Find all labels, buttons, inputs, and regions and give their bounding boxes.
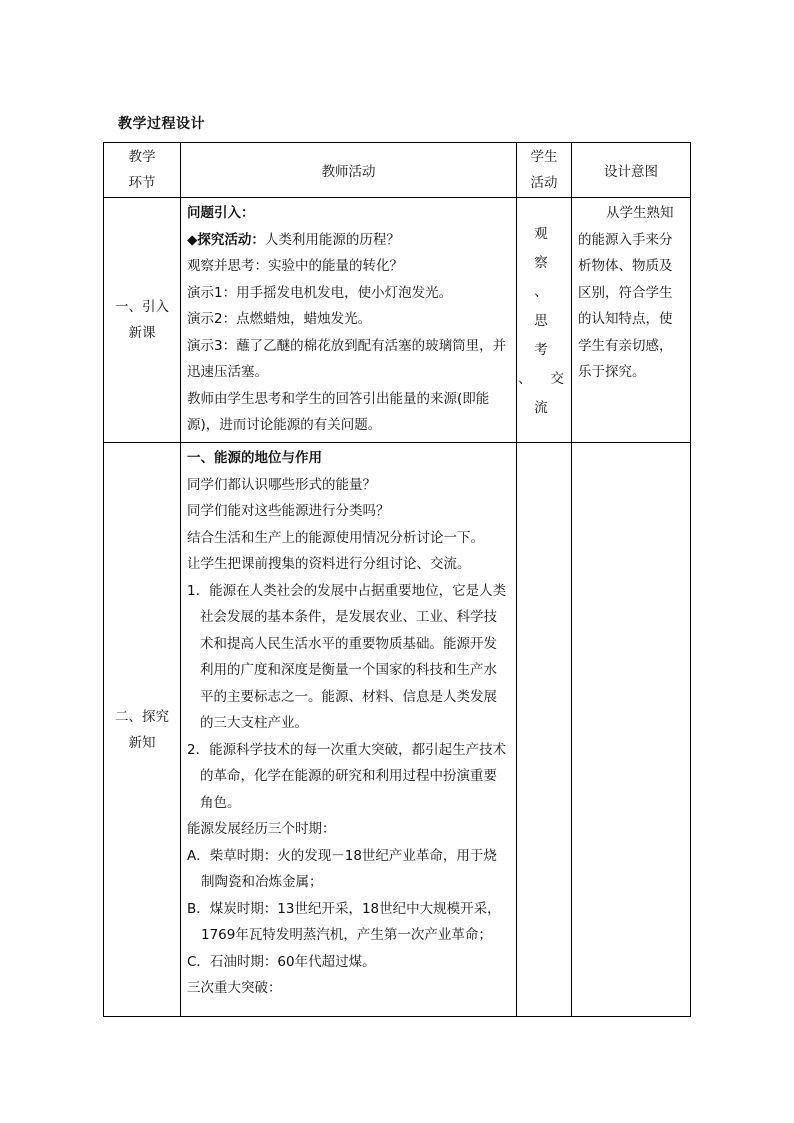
activity-label: ◆探究活动： (187, 231, 265, 248)
stage-line2: 新课 (128, 325, 156, 341)
header-stage-line2: 环节 (128, 175, 156, 191)
header-stage (104, 143, 181, 198)
student-line: 观 察 (534, 226, 574, 271)
page-title: 教学过程设计 (118, 116, 205, 132)
header-teacher: 教师活动 (181, 143, 517, 198)
teacher-line: 结合生活和生产上的能源使用情况分析讨论一下。 (187, 529, 484, 546)
teacher-period-item: A．柴草时期：火的发现－18世纪产业革命，用于烧制陶瓷和冶炼金属； (187, 847, 497, 890)
teacher-period-item: C．石油时期：60年代超过煤。 (187, 953, 376, 970)
stage-cell (104, 198, 181, 443)
table-header-row (104, 143, 691, 198)
activity-text: 人类利用能源的历程？ (264, 231, 400, 248)
header-student-line2: 活动 (530, 175, 558, 191)
student-line: 、 交 (518, 371, 570, 387)
table-row (104, 198, 691, 443)
teacher-activity-cell (181, 443, 517, 1017)
teacher-line: 演示1：用手摇发电机发电，使小灯泡发光。 (187, 284, 453, 301)
table-row (104, 443, 691, 1017)
student-line: 思 考 (534, 313, 574, 358)
teacher-line: 同学们能对这些能源进行分类吗？ (187, 503, 390, 519)
stage-line1: 一、引入 (115, 299, 169, 315)
student-activity-cell (517, 198, 572, 443)
teacher-period-item: B．煤炭时期：13世纪开采，18世纪中大规模开采，1769年瓦特发明蒸汽机，产生第一次产业革命； (187, 900, 501, 943)
teacher-numbered-item: 1．能源在人类社会的发展中占据重要地位，它是人类社会发展的基本条件，是发展农业、工业、科学技术和提高人民生活水平的重要物质基础。能源开发利用的广度和深度是衡量一个国家的科技和生产水平的主要标志之一。能源、材料、信息是人类发展的三大支柱产业。 (187, 582, 507, 731)
header-intent: 设计意图 (572, 143, 691, 198)
design-intent-cell (572, 198, 691, 443)
teacher-activity-cell (181, 198, 517, 443)
teacher-line: 观察并思考：实验中的能量的转化？ (187, 258, 403, 274)
teacher-line: 能源发展经历三个时期： (187, 821, 336, 837)
design-intent-text: 从学生熟知的能源入手来分析物体、物质及区别，符合学生的认知特点，使学生有亲切感，乐于探究。 (578, 205, 674, 380)
teacher-activity-line (187, 227, 510, 254)
teacher-line: 演示3：蘸了乙醚的棉花放到配有活塞的玻璃筒里，并迅速压活塞。 (187, 337, 507, 380)
stage-line2: 新知 (128, 734, 156, 751)
student-line: 流 (534, 400, 554, 416)
teacher-line: 教师由学生思考和学生的回答引出能量的来源(即能源)，进而讨论能源的有关问题。 (187, 390, 490, 433)
teacher-heading: 问题引入： (187, 205, 255, 221)
header-student (517, 143, 572, 198)
teacher-line: 让学生把课前搜集的资料进行分组讨论、交流。 (187, 556, 471, 572)
stage-cell (104, 443, 181, 1017)
teacher-line: 三次重大突破： (187, 980, 282, 996)
teacher-numbered-item: 2．能源科学技术的每一次重大突破，都引起生产技术的革命，化学在能源的研究和利用过程中扮演重要角色。 (187, 741, 507, 811)
teacher-heading: 一、能源的地位与作用 (187, 450, 322, 466)
lesson-plan-table (103, 142, 691, 1017)
header-student-line1: 学生 (530, 149, 558, 165)
student-line: 、 (534, 284, 554, 300)
teacher-line: 同学们都认识哪些形式的能量？ (187, 476, 376, 493)
stage-line1: 二、探究 (115, 708, 169, 725)
header-stage-line1: 教学 (128, 149, 156, 165)
design-intent-cell (572, 443, 691, 1017)
student-activity-cell (517, 443, 572, 1017)
teacher-line: 演示2：点燃蜡烛，蜡烛发光。 (187, 311, 372, 327)
